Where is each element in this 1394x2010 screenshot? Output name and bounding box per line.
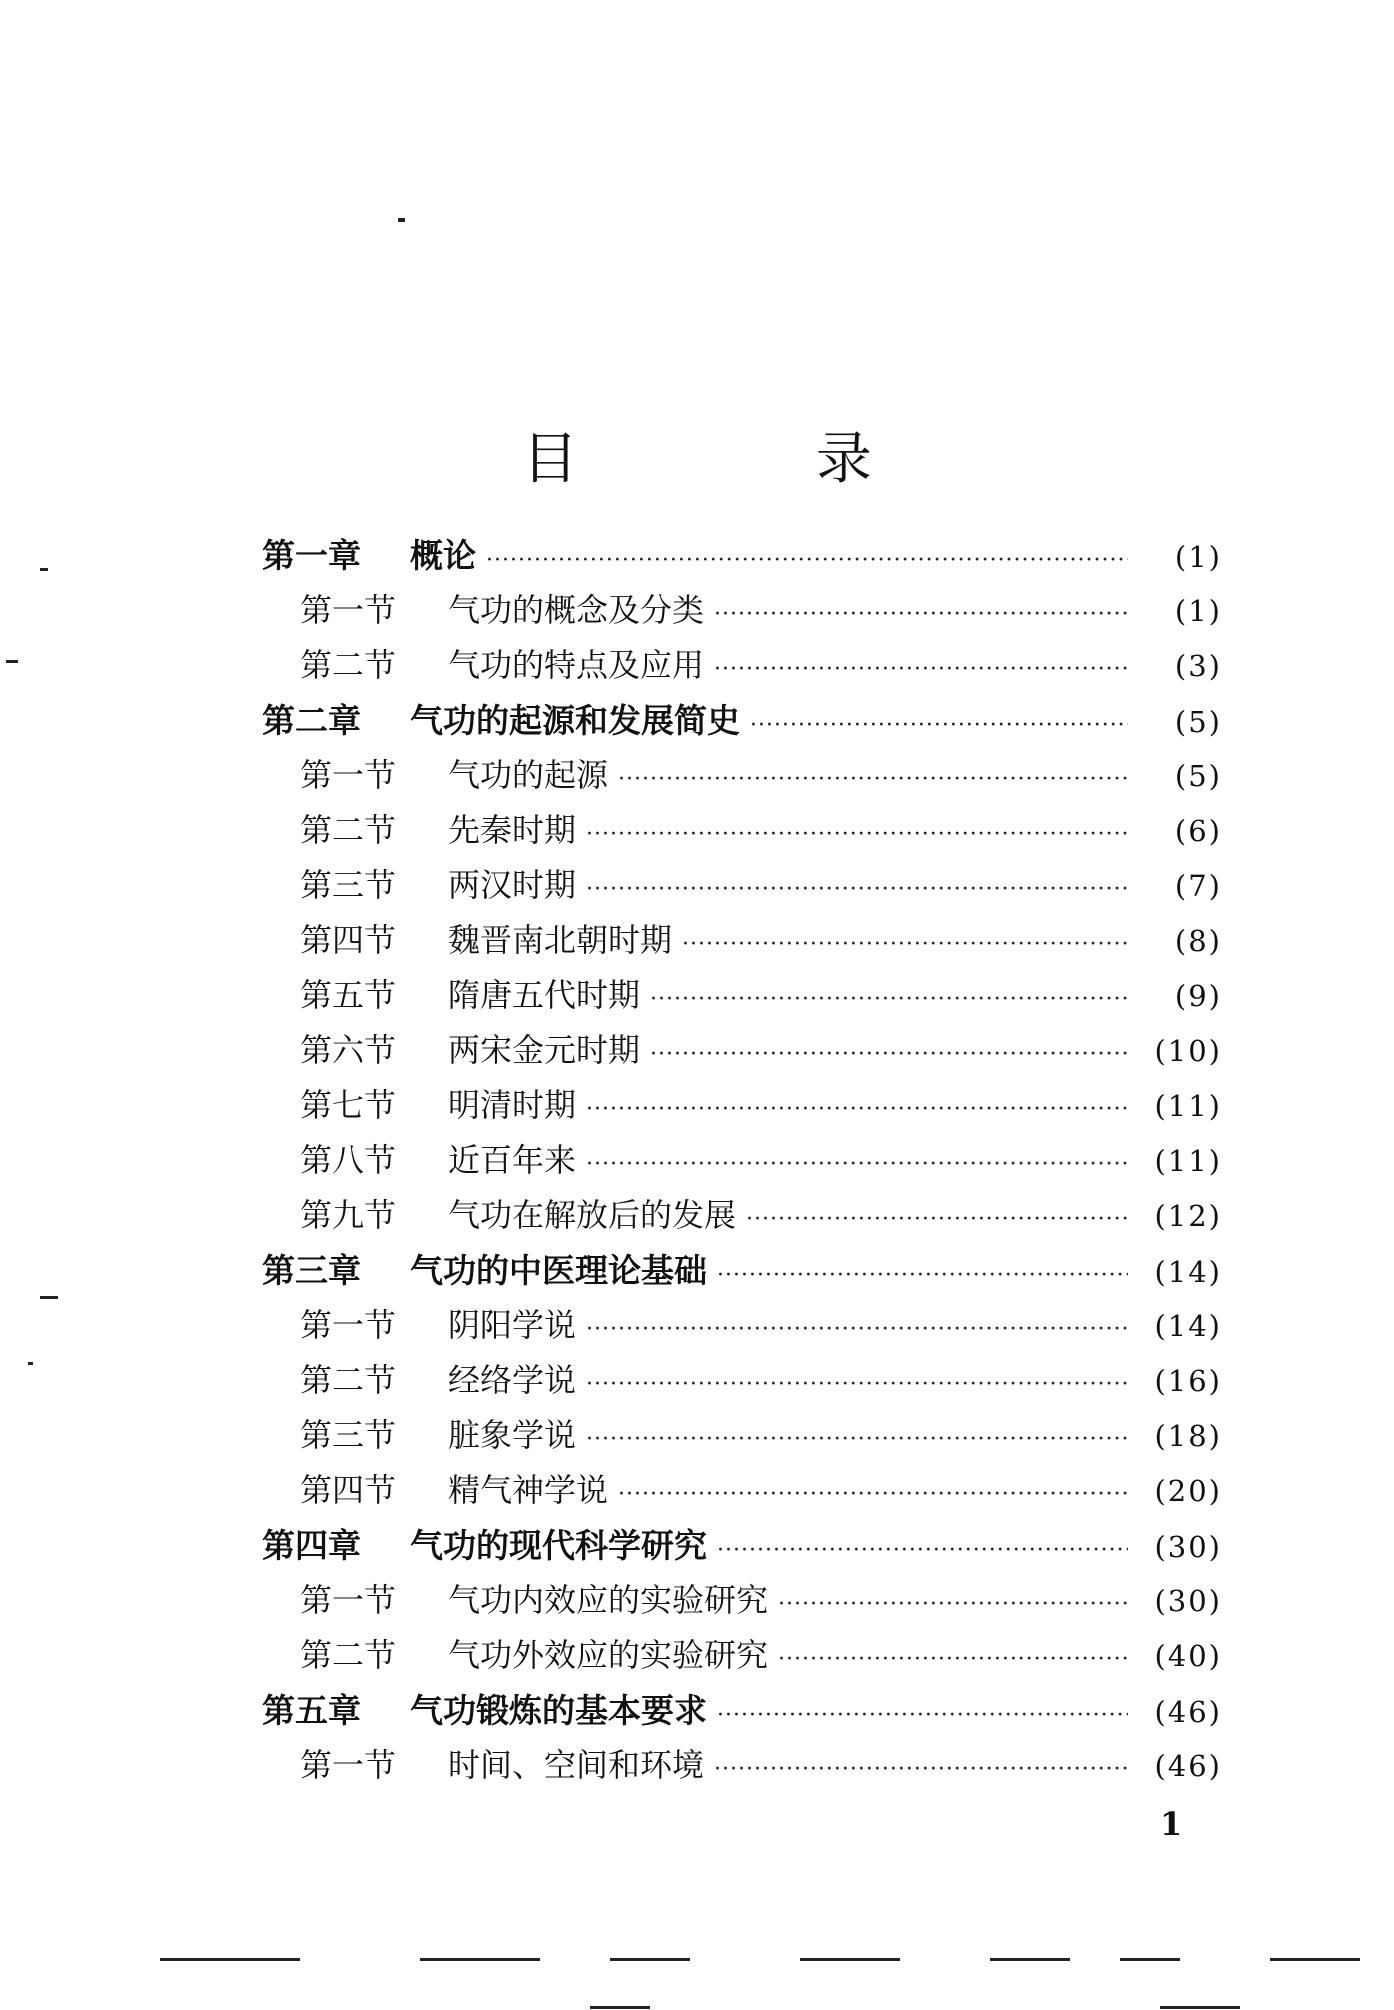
dot-leader	[750, 698, 1128, 753]
entry-title: 脏象学说	[448, 1416, 577, 1454]
entry-title: 先秦时期	[448, 811, 577, 849]
entry-title: 气功的起源	[448, 756, 609, 794]
toc-section-entry	[262, 803, 1222, 858]
dot-leader	[586, 1412, 1128, 1467]
entry-number: 第四章	[262, 1526, 361, 1565]
toc-section-entry	[262, 1628, 1222, 1683]
dot-leader	[486, 533, 1128, 588]
entry-number: 第二节	[300, 811, 397, 849]
toc-section-entry	[262, 1023, 1222, 1078]
entry-number: 第三节	[300, 1416, 397, 1454]
entry-number: 第一章	[262, 536, 361, 575]
dot-leader	[778, 1577, 1128, 1632]
entry-number: 第一节	[300, 591, 397, 629]
entry-title: 两宋金元时期	[448, 1031, 641, 1069]
toc-section-entry	[262, 1408, 1222, 1463]
toc-chapter-entry	[262, 1243, 1222, 1298]
entry-title: 近百年来	[448, 1141, 577, 1179]
dot-leader	[717, 1523, 1128, 1578]
entry-number: 第八节	[300, 1141, 397, 1179]
entry-title: 气功的中医理论基础	[410, 1251, 707, 1290]
toc-chapter-entry	[262, 693, 1222, 748]
entry-title: 气功的概念及分类	[448, 591, 705, 629]
entry-title: 气功锻炼的基本要求	[410, 1691, 707, 1730]
entry-page: (11)	[1154, 1144, 1222, 1178]
entry-page: (20)	[1154, 1474, 1222, 1508]
entry-page: (46)	[1154, 1749, 1222, 1783]
page-number: 1	[1160, 1805, 1183, 1843]
toc-section-entry	[262, 1573, 1222, 1628]
entry-number: 第四节	[300, 921, 397, 959]
entry-page: (5)	[1174, 759, 1222, 793]
entry-number: 第一节	[300, 1306, 397, 1344]
entry-page: (8)	[1174, 924, 1222, 958]
entry-title: 阴阳学说	[448, 1306, 577, 1344]
entry-page: (30)	[1154, 1584, 1222, 1618]
toc-section-entry	[262, 748, 1222, 803]
entry-title: 气功的现代科学研究	[410, 1526, 707, 1565]
entry-title: 气功的起源和发展简史	[410, 701, 740, 740]
entry-page: (14)	[1154, 1309, 1222, 1343]
page-title: 目 录	[522, 427, 982, 492]
toc-section-entry	[262, 1133, 1222, 1188]
dot-leader	[586, 1357, 1128, 1412]
dot-leader	[618, 752, 1128, 807]
dot-leader	[746, 1192, 1128, 1247]
toc-section-entry	[262, 1298, 1222, 1353]
entry-page: (9)	[1174, 979, 1222, 1013]
toc-section-entry	[262, 858, 1222, 913]
toc-chapter-entry	[262, 528, 1222, 583]
entry-page: (18)	[1154, 1419, 1222, 1453]
entry-page: (5)	[1174, 705, 1222, 739]
entry-title: 概论	[410, 536, 476, 575]
dot-leader	[682, 917, 1128, 972]
entry-number: 第二节	[300, 646, 397, 684]
entry-page: (16)	[1154, 1364, 1222, 1398]
entry-title: 时间、空间和环境	[448, 1746, 705, 1784]
entry-number: 第二节	[300, 1361, 397, 1399]
entry-title: 魏晋南北朝时期	[448, 921, 673, 959]
entry-page: (46)	[1154, 1695, 1222, 1729]
entry-number: 第二节	[300, 1636, 397, 1674]
entry-page: (1)	[1174, 594, 1222, 628]
dot-leader	[714, 587, 1128, 642]
dot-leader	[586, 862, 1128, 917]
dot-leader	[717, 1688, 1128, 1743]
toc-section-entry	[262, 638, 1222, 693]
entry-page: (14)	[1154, 1255, 1222, 1289]
table-of-contents	[262, 528, 1222, 1793]
entry-title: 明清时期	[448, 1086, 577, 1124]
toc-section-entry	[262, 968, 1222, 1023]
entry-number: 第二章	[262, 701, 361, 740]
dot-leader	[586, 1302, 1128, 1357]
entry-title: 气功在解放后的发展	[448, 1196, 737, 1234]
entry-number: 第四节	[300, 1471, 397, 1509]
entry-page: (30)	[1154, 1530, 1222, 1564]
toc-section-entry	[262, 1188, 1222, 1243]
dot-leader	[586, 807, 1128, 862]
entry-page: (12)	[1154, 1199, 1222, 1233]
dot-leader	[650, 972, 1128, 1027]
entry-title: 气功内效应的实验研究	[448, 1581, 769, 1619]
entry-title: 隋唐五代时期	[448, 976, 641, 1014]
toc-section-entry	[262, 1738, 1222, 1793]
entry-number: 第一节	[300, 1746, 397, 1784]
entry-number: 第三节	[300, 866, 397, 904]
entry-page: (40)	[1154, 1639, 1222, 1673]
dot-leader	[618, 1467, 1128, 1522]
entry-number: 第五章	[262, 1691, 361, 1730]
entry-number: 第六节	[300, 1031, 397, 1069]
entry-title: 气功外效应的实验研究	[448, 1636, 769, 1674]
entry-title: 精气神学说	[448, 1471, 609, 1509]
entry-page: (10)	[1154, 1034, 1222, 1068]
entry-page: (7)	[1174, 869, 1222, 903]
toc-chapter-entry	[262, 1683, 1222, 1738]
entry-page: (11)	[1154, 1089, 1222, 1123]
dot-leader	[586, 1082, 1128, 1137]
dot-leader	[717, 1248, 1128, 1303]
dot-leader	[714, 642, 1128, 697]
entry-title: 气功的特点及应用	[448, 646, 705, 684]
dot-leader	[650, 1027, 1128, 1082]
entry-number: 第五节	[300, 976, 397, 1014]
toc-chapter-entry	[262, 1518, 1222, 1573]
toc-section-entry	[262, 1353, 1222, 1408]
entry-title: 两汉时期	[448, 866, 577, 904]
entry-number: 第一节	[300, 1581, 397, 1619]
dot-leader	[714, 1742, 1128, 1797]
toc-section-entry	[262, 1463, 1222, 1518]
dot-leader	[778, 1632, 1128, 1687]
dot-leader	[586, 1137, 1128, 1192]
entry-number: 第一节	[300, 756, 397, 794]
entry-number: 第七节	[300, 1086, 397, 1124]
entry-page: (1)	[1174, 540, 1222, 574]
entry-page: (3)	[1174, 649, 1222, 683]
entry-number: 第九节	[300, 1196, 397, 1234]
entry-number: 第三章	[262, 1251, 361, 1290]
toc-section-entry	[262, 913, 1222, 968]
entry-title: 经络学说	[448, 1361, 577, 1399]
entry-page: (6)	[1174, 814, 1222, 848]
toc-section-entry	[262, 583, 1222, 638]
toc-section-entry	[262, 1078, 1222, 1133]
